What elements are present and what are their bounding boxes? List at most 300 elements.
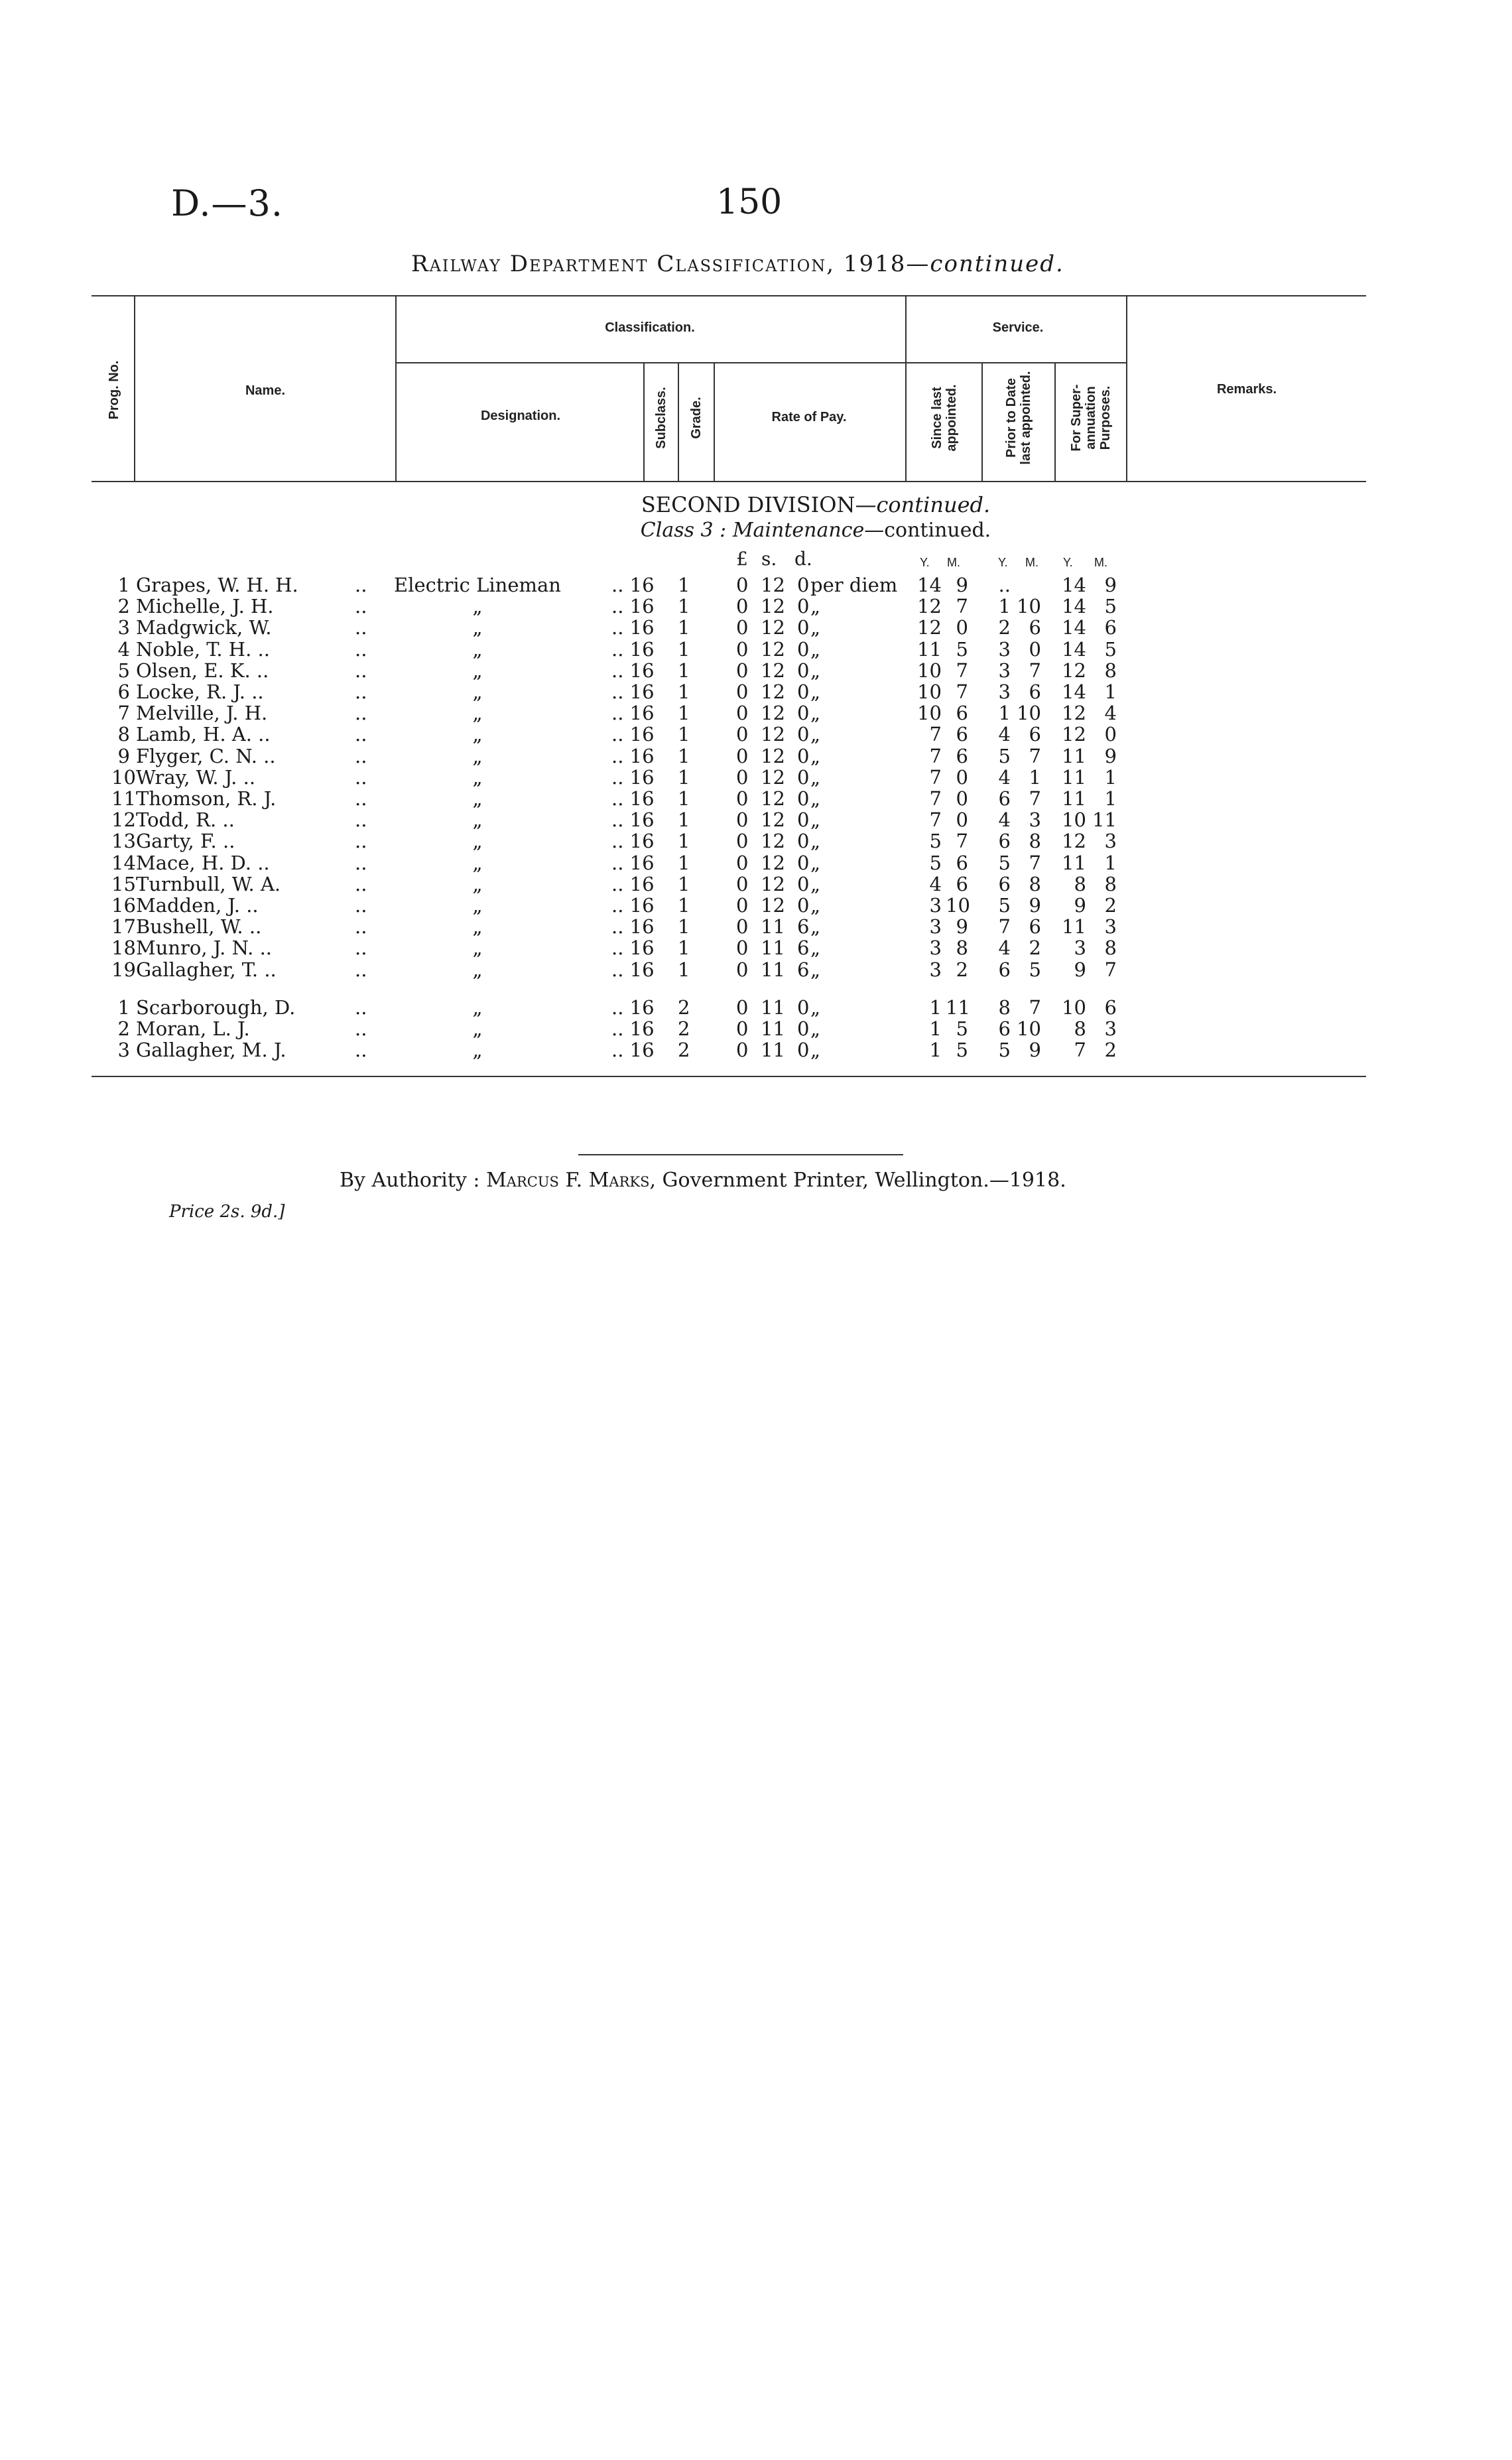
employee-name: Olsen, E. K. ..	[136, 659, 269, 682]
prior-years: 4	[998, 809, 1011, 832]
prog-no: 19	[111, 958, 136, 981]
pay-shillings: 11	[761, 915, 785, 939]
grade: 1	[678, 765, 690, 789]
since-years: 10	[917, 680, 942, 703]
header-rate-of-pay: Rate of Pay.	[771, 410, 847, 424]
pay-period: „	[810, 765, 821, 789]
super-years: 12	[1062, 830, 1086, 853]
prog-no: 5	[117, 659, 130, 682]
designation: „	[472, 894, 483, 917]
designation: „	[472, 765, 483, 789]
pay-period: „	[810, 787, 821, 810]
employee-name: Turnbull, W. A.	[136, 872, 281, 895]
table-row	[0, 659, 1512, 680]
prog-no: 18	[111, 937, 136, 960]
super-months: 8	[1104, 659, 1117, 682]
subclass: .. 16	[611, 744, 655, 767]
employee-name: Gallagher, M. J.	[136, 1039, 286, 1061]
pay-pounds: 0	[736, 937, 749, 960]
prog-no: 3	[117, 616, 130, 639]
table-row	[0, 1039, 1512, 1060]
pay-period: „	[810, 937, 821, 960]
super-years: 12	[1062, 723, 1086, 746]
leader-dots: ..	[355, 702, 367, 725]
pay-pounds: 0	[736, 1017, 749, 1040]
since-years: 1	[929, 1039, 942, 1061]
pay-pence: 0	[797, 723, 810, 746]
super-years: 9	[1074, 958, 1086, 981]
leader-dots: ..	[355, 830, 367, 853]
subclass: .. 16	[611, 1039, 655, 1061]
pay-pounds: 0	[736, 616, 749, 639]
prior-years: 1	[998, 595, 1011, 618]
pay-period: „	[810, 616, 821, 639]
employee-name: Melville, J. H.	[136, 702, 268, 725]
prog-no: 15	[111, 872, 136, 895]
table-row	[0, 616, 1512, 637]
subclass: .. 16	[611, 937, 655, 960]
leader-dots: ..	[355, 680, 367, 703]
subclass: .. 16	[611, 830, 655, 853]
pay-period: „	[810, 996, 821, 1019]
header-remarks: Remarks.	[1216, 382, 1277, 397]
grade: 1	[678, 744, 690, 767]
subclass: .. 16	[611, 765, 655, 789]
prior-years: 3	[998, 659, 1011, 682]
document-reference: D.—3.	[171, 182, 284, 224]
division-label: SECOND DIVISION—	[641, 492, 877, 517]
authority-prefix: By Authority :	[340, 1169, 480, 1192]
grade: 1	[678, 937, 690, 960]
since-years: 7	[929, 765, 942, 789]
pay-shillings: 11	[761, 996, 785, 1019]
prior-months: 6	[1029, 616, 1041, 639]
since-years: 7	[929, 744, 942, 767]
pay-pounds: 0	[736, 1039, 749, 1061]
grade: 1	[678, 616, 690, 639]
super-months: 9	[1104, 744, 1117, 767]
pay-pounds: 0	[736, 574, 749, 596]
prior-years: 6	[998, 872, 1011, 895]
super-months: 6	[1104, 996, 1117, 1019]
pay-period: „	[810, 595, 821, 618]
subclass: .. 16	[611, 996, 655, 1019]
grade: 1	[678, 787, 690, 810]
subclass: .. 16	[611, 1017, 655, 1040]
header-classification: Classification.	[605, 320, 695, 335]
employee-name: Wray, W. J. ..	[136, 765, 256, 789]
prior-years: 1	[998, 702, 1011, 725]
subclass: .. 16	[611, 702, 655, 725]
pay-pounds: 0	[736, 872, 749, 895]
subclass: .. 16	[611, 915, 655, 939]
pay-pence: 0	[797, 680, 810, 703]
employee-name: Madgwick, W.	[136, 616, 272, 639]
super-years: 9	[1074, 894, 1086, 917]
pay-period: „	[810, 723, 821, 746]
prior-months: 3	[1029, 809, 1041, 832]
pay-shillings: 12	[761, 574, 785, 596]
table-row	[0, 873, 1512, 894]
pay-pence: 0	[797, 616, 810, 639]
since-years: 12	[917, 616, 942, 639]
pay-period: „	[810, 958, 821, 981]
leader-dots: ..	[355, 765, 367, 789]
super-years: 14	[1062, 637, 1086, 661]
since-months: 7	[956, 595, 968, 618]
pay-shillings: 12	[761, 830, 785, 853]
header-name: Name.	[245, 383, 286, 398]
pay-pence: 0	[797, 595, 810, 618]
table-row	[0, 915, 1512, 937]
super-years: 11	[1062, 787, 1086, 810]
designation: „	[472, 637, 483, 661]
division-continued: continued.	[876, 492, 991, 517]
unit-months-super: M.	[1094, 556, 1107, 569]
super-months: 8	[1104, 872, 1117, 895]
employee-name: Bushell, W. ..	[136, 915, 262, 939]
prior-months: 7	[1029, 744, 1041, 767]
pay-shillings: 11	[761, 937, 785, 960]
since-months: 11	[946, 996, 970, 1019]
super-months: 3	[1104, 1017, 1117, 1040]
super-months: 11	[1092, 809, 1117, 832]
designation: „	[472, 744, 483, 767]
header-prior-to-text: Prior to Date last appointed.	[1004, 371, 1033, 465]
prior-months: 6	[1029, 680, 1041, 703]
grade: 1	[678, 851, 690, 874]
header-prog-no: Prog. No.	[107, 360, 121, 420]
leader-dots: ..	[355, 723, 367, 746]
prog-no: 9	[117, 744, 130, 767]
since-years: 3	[929, 937, 942, 960]
pay-pounds: 0	[736, 958, 749, 981]
prior-months: 7	[1029, 659, 1041, 682]
grade: 1	[678, 958, 690, 981]
unit-months-since: M.	[947, 556, 960, 569]
pay-shillings: 11	[761, 958, 785, 981]
subclass: .. 16	[611, 958, 655, 981]
leader-dots: ..	[355, 616, 367, 639]
class-label: Class 3 :	[640, 519, 727, 542]
grade: 1	[678, 872, 690, 895]
super-years: 14	[1062, 616, 1086, 639]
prog-no: 1	[117, 996, 130, 1019]
employee-name: Munro, J. N. ..	[136, 937, 273, 960]
pay-pence: 0	[797, 744, 810, 767]
pay-period: „	[810, 1017, 821, 1040]
prior-months: 5	[1029, 958, 1041, 981]
col-divider-grade	[714, 362, 715, 481]
prog-no: 16	[111, 894, 136, 917]
employee-name: Todd, R. ..	[136, 809, 235, 832]
unit-years-super: Y.	[1063, 556, 1073, 569]
subclass: .. 16	[611, 809, 655, 832]
pay-pounds: 0	[736, 680, 749, 703]
employee-name: Flyger, C. N. ..	[136, 744, 276, 767]
leader-dots: ..	[355, 574, 367, 596]
leader-dots: ..	[355, 872, 367, 895]
pay-pence: 0	[797, 787, 810, 810]
pay-pence: 0	[797, 637, 810, 661]
since-years: 11	[917, 637, 942, 661]
pay-period: „	[810, 872, 821, 895]
super-years: 12	[1062, 702, 1086, 725]
super-years: 14	[1062, 680, 1086, 703]
pay-pence: 0	[797, 996, 810, 1019]
price-note: Price 2s. 9d.]	[169, 1202, 285, 1222]
since-months: 7	[956, 680, 968, 703]
subclass: .. 16	[611, 637, 655, 661]
classification-subrule	[397, 362, 1127, 363]
pay-period: „	[810, 809, 821, 832]
super-months: 2	[1104, 894, 1117, 917]
prior-years: 7	[998, 915, 1011, 939]
since-years: 10	[917, 702, 942, 725]
subclass: .. 16	[611, 616, 655, 639]
table-row	[0, 638, 1512, 659]
pay-shillings: 12	[761, 809, 785, 832]
pay-pounds: 0	[736, 702, 749, 725]
prior-years: 4	[998, 765, 1011, 789]
since-years: 10	[917, 659, 942, 682]
unit-years-since: Y.	[920, 556, 930, 569]
pay-pence: 6	[797, 915, 810, 939]
grade: 1	[678, 809, 690, 832]
unit-shilling: s.	[761, 548, 777, 570]
employee-name: Moran, L. J.	[136, 1017, 250, 1040]
designation: „	[472, 996, 483, 1019]
since-months: 6	[956, 723, 968, 746]
table-row	[0, 996, 1512, 1017]
table-row	[0, 894, 1512, 915]
col-divider-remarks	[1126, 295, 1127, 481]
pay-pence: 0	[797, 702, 810, 725]
employee-name: Mace, H. D. ..	[136, 851, 270, 874]
prog-no: 17	[111, 915, 136, 939]
prior-years: 6	[998, 830, 1011, 853]
header-since-last-text: Since last appointed.	[930, 384, 959, 452]
pay-period: per diem	[810, 574, 898, 596]
employee-name: Locke, R. J. ..	[136, 680, 264, 703]
pay-pounds: 0	[736, 809, 749, 832]
col-divider-prior	[1054, 362, 1056, 481]
designation: „	[472, 680, 483, 703]
super-years: 7	[1074, 1039, 1086, 1061]
pay-pence: 0	[797, 1017, 810, 1040]
authority-rule	[578, 1154, 903, 1155]
pay-period: „	[810, 659, 821, 682]
pay-pounds: 0	[736, 659, 749, 682]
header-top-rule	[92, 295, 1366, 296]
class-name: Maintenance	[732, 519, 865, 542]
since-months: 6	[956, 744, 968, 767]
pay-shillings: 11	[761, 1039, 785, 1061]
prior-months: 9	[1029, 894, 1041, 917]
pay-shillings: 12	[761, 702, 785, 725]
pay-period: „	[810, 851, 821, 874]
designation: „	[472, 1017, 483, 1040]
pay-pence: 0	[797, 1039, 810, 1061]
prior-months: 2	[1029, 937, 1041, 960]
prog-no: 6	[117, 680, 130, 703]
prior-months: 6	[1029, 915, 1041, 939]
grade: 1	[678, 915, 690, 939]
since-years: 14	[917, 574, 942, 596]
table-row	[0, 702, 1512, 723]
super-years: 8	[1074, 1017, 1086, 1040]
since-years: 3	[929, 894, 942, 917]
pay-pounds: 0	[736, 851, 749, 874]
pay-pounds: 0	[736, 996, 749, 1019]
employee-name: Gallagher, T. ..	[136, 958, 277, 981]
since-months: 8	[956, 937, 968, 960]
grade: 1	[678, 830, 690, 853]
pay-shillings: 12	[761, 894, 785, 917]
employee-name: Thomson, R. J.	[136, 787, 277, 810]
table-row	[0, 830, 1512, 851]
table-row	[0, 595, 1512, 616]
designation: „	[472, 915, 483, 939]
since-months: 0	[956, 765, 968, 789]
pay-shillings: 12	[761, 637, 785, 661]
super-months: 9	[1104, 574, 1117, 596]
prior-months: 10	[1017, 702, 1041, 725]
prior-months: 10	[1017, 1017, 1041, 1040]
header-bottom-rule	[92, 481, 1366, 482]
super-months: 6	[1104, 616, 1117, 639]
pay-pounds: 0	[736, 787, 749, 810]
employee-name: Lamb, H. A. ..	[136, 723, 271, 746]
leader-dots: ..	[355, 996, 367, 1019]
super-months: 0	[1104, 723, 1117, 746]
prior-months: 6	[1029, 723, 1041, 746]
table-row	[0, 787, 1512, 809]
prior-months: 1	[1029, 765, 1041, 789]
designation: „	[472, 830, 483, 853]
prog-no: 7	[117, 702, 130, 725]
pay-shillings: 12	[761, 680, 785, 703]
prior-months: 7	[1029, 996, 1041, 1019]
printer-imprint	[340, 1169, 1066, 1192]
table-row	[0, 852, 1512, 873]
table-row	[0, 937, 1512, 958]
subclass: .. 16	[611, 851, 655, 874]
pay-pounds: 0	[736, 894, 749, 917]
class-heading	[531, 519, 1101, 542]
super-months: 7	[1104, 958, 1117, 981]
prior-years: 4	[998, 937, 1011, 960]
leader-dots: ..	[355, 915, 367, 939]
subclass: .. 16	[611, 595, 655, 618]
page-number: 150	[716, 182, 783, 222]
leader-dots: ..	[355, 809, 367, 832]
division-heading	[531, 492, 1101, 517]
pay-pounds: 0	[736, 830, 749, 853]
printer-name: Marcus F. Marks,	[486, 1169, 656, 1192]
subclass: .. 16	[611, 894, 655, 917]
prior-months: 7	[1029, 851, 1041, 874]
prior-years: 5	[998, 894, 1011, 917]
unit-pence: d.	[794, 548, 812, 570]
pay-shillings: 12	[761, 765, 785, 789]
leader-dots: ..	[355, 937, 367, 960]
header-superannuation-text: For Super-annuation Purposes.	[1069, 384, 1113, 452]
prog-no: 1	[117, 574, 130, 596]
employee-name: Madden, J. ..	[136, 894, 259, 917]
pay-shillings: 12	[761, 595, 785, 618]
since-months: 2	[956, 958, 968, 981]
authority-suffix: Government Printer, Wellington.—1918.	[662, 1169, 1066, 1192]
prior-years: 4	[998, 723, 1011, 746]
designation: „	[472, 872, 483, 895]
employee-name: Noble, T. H. ..	[136, 637, 270, 661]
super-years: 3	[1074, 937, 1086, 960]
prior-months: 9	[1029, 1039, 1041, 1061]
super-years: 10	[1062, 996, 1086, 1019]
employee-name: Michelle, J. H.	[136, 595, 274, 618]
prior-years: ..	[998, 574, 1011, 596]
unit-pound: £	[736, 548, 748, 570]
since-months: 9	[956, 574, 968, 596]
unit-years-prior: Y.	[998, 556, 1008, 569]
leader-dots: ..	[355, 1017, 367, 1040]
prior-years: 6	[998, 1017, 1011, 1040]
table-row	[0, 809, 1512, 830]
prior-years: 5	[998, 1039, 1011, 1061]
prior-years: 2	[998, 616, 1011, 639]
table-bottom-rule	[92, 1076, 1366, 1077]
prog-no: 10	[111, 765, 136, 789]
pay-pounds: 0	[736, 765, 749, 789]
grade: 1	[678, 595, 690, 618]
prior-years: 8	[998, 996, 1011, 1019]
super-months: 8	[1104, 937, 1117, 960]
since-years: 3	[929, 915, 942, 939]
prior-years: 6	[998, 958, 1011, 981]
since-months: 0	[956, 809, 968, 832]
super-years: 12	[1062, 659, 1086, 682]
grade: 2	[678, 1039, 690, 1061]
pay-pence: 0	[797, 830, 810, 853]
since-months: 6	[956, 702, 968, 725]
table-row	[0, 574, 1512, 595]
designation: „	[472, 851, 483, 874]
pay-shillings: 12	[761, 851, 785, 874]
designation: „	[472, 809, 483, 832]
prior-years: 3	[998, 680, 1011, 703]
prog-no: 8	[117, 723, 130, 746]
pay-shillings: 12	[761, 723, 785, 746]
leader-dots: ..	[355, 958, 367, 981]
class-continued: —continued.	[864, 519, 991, 542]
leader-dots: ..	[355, 851, 367, 874]
leader-dots: ..	[355, 787, 367, 810]
prog-no: 14	[111, 851, 136, 874]
super-months: 4	[1104, 702, 1117, 725]
pay-period: „	[810, 915, 821, 939]
subclass: .. 16	[611, 723, 655, 746]
prior-months: 0	[1029, 637, 1041, 661]
super-months: 5	[1104, 637, 1117, 661]
pay-pence: 0	[797, 574, 810, 596]
pay-period: „	[810, 744, 821, 767]
grade: 1	[678, 894, 690, 917]
since-months: 0	[956, 787, 968, 810]
super-years: 14	[1062, 574, 1086, 596]
since-years: 3	[929, 958, 942, 981]
col-divider-service	[905, 295, 907, 481]
